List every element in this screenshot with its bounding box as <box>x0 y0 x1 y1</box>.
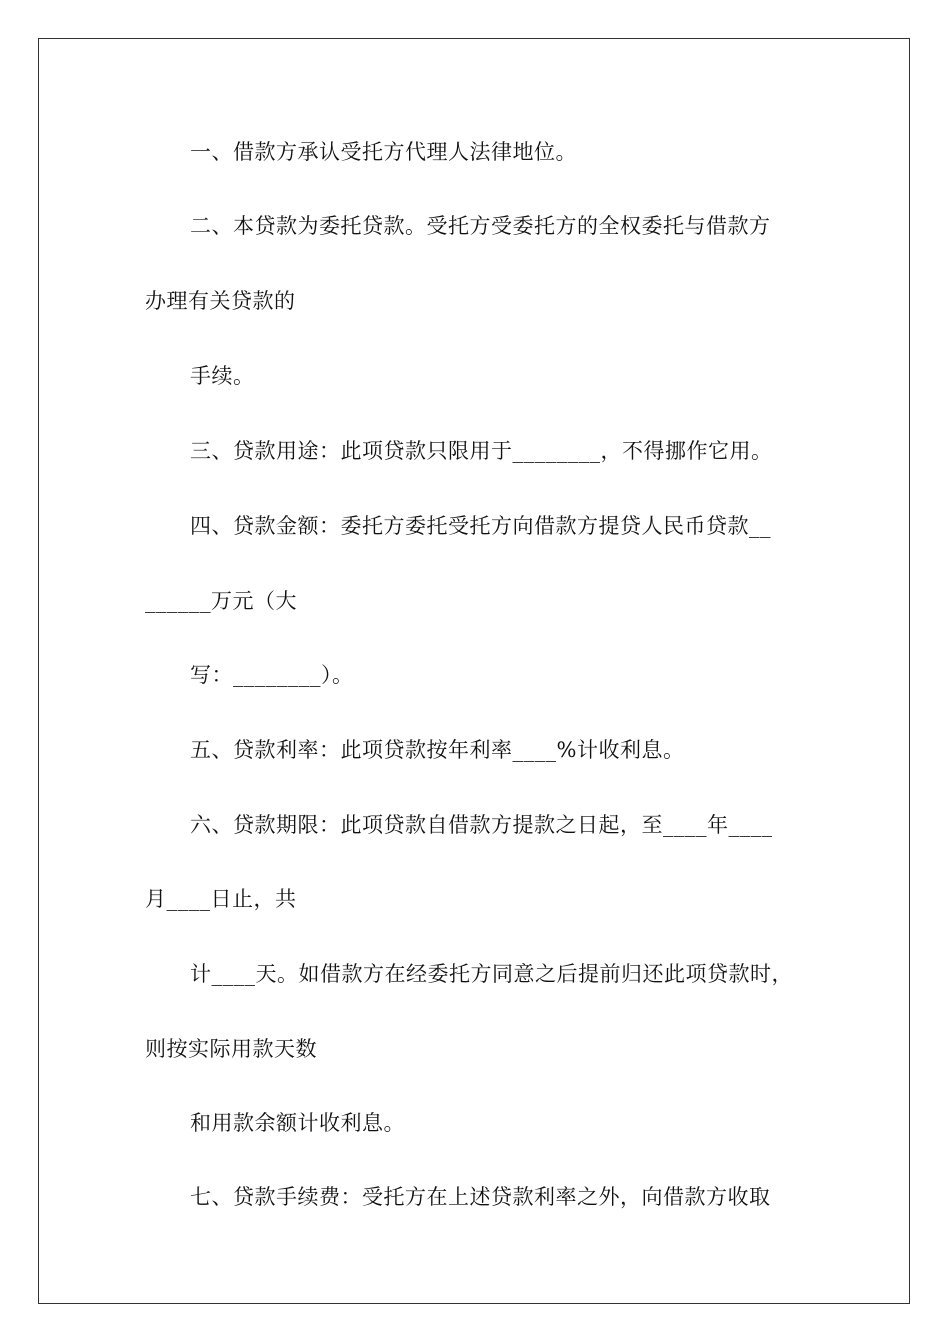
clause-6-line-3: 计____天。如借款方在经委托方同意之后提前归还此项贷款时， <box>190 962 793 986</box>
clause-4-line-2: ______万元（大 <box>145 589 297 613</box>
clause-1-line: 一、借款方承认受托方代理人法律地位。 <box>190 140 577 164</box>
clause-5-line: 五、贷款利率：此项贷款按年利率____%计收利息。 <box>190 738 685 762</box>
clause-6-line-1: 六、贷款期限：此项贷款自借款方提款之日起，至____年____ <box>190 813 773 837</box>
clause-2-line-3: 手续。 <box>190 364 255 388</box>
clause-2-line-1: 二、本贷款为委托贷款。受托方受委托方的全权委托与借款方 <box>190 214 771 238</box>
clause-4-line-3: 写：________）。 <box>190 663 354 687</box>
clause-2-line-2: 办理有关贷款的 <box>145 289 296 313</box>
clause-3-line: 三、贷款用途：此项贷款只限用于________，不得挪作它用。 <box>190 439 773 463</box>
clause-6-line-4: 则按实际用款天数 <box>145 1037 317 1061</box>
clause-4-line-1: 四、贷款金额：委托方委托受托方向借款方提贷人民币贷款__ <box>190 514 771 538</box>
clause-6-line-5: 和用款余额计收利息。 <box>190 1111 405 1135</box>
clause-7-line-1: 七、贷款手续费：受托方在上述贷款利率之外，向借款方收取 <box>190 1185 771 1209</box>
clause-6-line-2: 月____日止，共 <box>145 887 297 911</box>
